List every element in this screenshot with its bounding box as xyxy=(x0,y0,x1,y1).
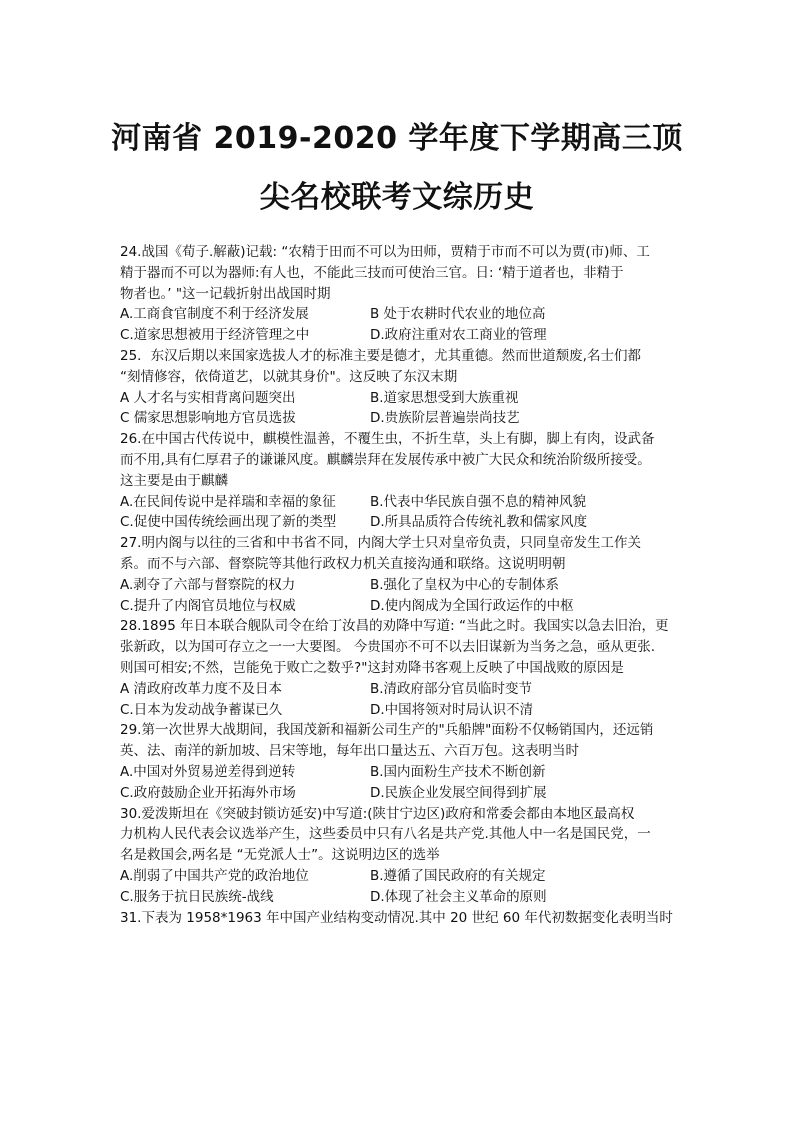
option-row xyxy=(120,783,680,804)
option-d: D.贵族阶层普遍崇尚技艺 xyxy=(370,410,520,427)
question-list xyxy=(120,242,680,928)
question-text: 31.下表为 1958*1963 年中国产业结构变动情况.其中 20 世纪 60 年代初数据变化表明当时 xyxy=(120,909,673,926)
option-d: D.使内阁成为全国行政运作的中枢 xyxy=(370,597,574,614)
option-c: C.提升了内阁官员地位与权威 xyxy=(120,597,296,614)
question-30 xyxy=(120,804,680,908)
question-29 xyxy=(120,720,680,803)
option-c: C.政府鼓励企业开拓海外市场 xyxy=(120,784,296,801)
option-c: C.促使中国传统绘画出现了新的类型 xyxy=(120,514,337,531)
option-row xyxy=(120,512,680,533)
question-text: 则国可相安;不然，岂能免于败亡之数乎?"这封劝降书客观上反映了中国战败的原因是 xyxy=(120,659,624,676)
option-a: A.剥夺了六部与督察院的权力 xyxy=(120,576,296,593)
option-b: B.强化了皇权为中心的专制体系 xyxy=(370,576,560,593)
question-text: 25．东汉后期以来国家选拔人才的标准主要是德才，尤其重德。然而世道颓废,名士们都 xyxy=(120,347,641,364)
option-a: A.工商食官制度不利于经济发展 xyxy=(120,306,309,323)
option-b: B.遵循了国民政府的有关规定 xyxy=(370,867,546,884)
option-c: C.日本为发动战争蓄谋已久 xyxy=(120,701,283,718)
question-28 xyxy=(120,616,680,720)
question-text: 名是救国会,两名是 “无党派人士”。这说明边区的选举 xyxy=(120,847,440,864)
option-row xyxy=(120,762,680,783)
title-line-2: 尖名校联考文综历史 xyxy=(259,180,535,215)
option-a: A.削弱了中国共产党的政治地位 xyxy=(120,867,309,884)
option-row xyxy=(120,866,680,887)
question-text: “刻情修容，依倚道艺，以就其身价"。这反映了东汉末期 xyxy=(120,368,458,385)
option-row xyxy=(120,575,680,596)
option-c: C.道家思想被用于经济管理之中 xyxy=(120,327,310,344)
option-a: A 清政府改革力度不及日本 xyxy=(120,680,283,697)
question-26 xyxy=(120,429,680,533)
title-line-1: 河南省 2019-2020 学年度下学期高三顶 xyxy=(111,121,683,156)
option-b: B.清政府部分官员临时变节 xyxy=(370,680,533,697)
option-d: D.中国将领对时局认识不清 xyxy=(370,701,534,718)
question-text: 26.在中国古代传说中，麒模性温善，不覆生虫，不折生草，头上有脚，脚上有肉，设武备 xyxy=(120,431,655,448)
question-27 xyxy=(120,533,680,616)
option-d: D.体现了社会主义革命的原则 xyxy=(370,888,547,905)
question-text: 物者也。’ "这一记载折射出战国时期 xyxy=(120,285,331,302)
question-text: 系。而不与六部、督察院等其他行政权力机关直接沟通和联络。这说明明朝 xyxy=(120,555,566,572)
question-text: 24.战国《荀子.解蔽)记载: “农精于田而不可以为田师，贾精于市而不可以为贾(市)师、工 xyxy=(120,244,650,260)
question-text: 英、法、南洋的新加坡、吕宋等地，每年出口量达五、六百万包。这表明当时 xyxy=(120,743,579,760)
option-d: D.政府注重对农工商业的管理 xyxy=(370,327,547,344)
option-row xyxy=(120,492,680,513)
option-row xyxy=(120,325,680,346)
question-text: 而不用,具有仁厚君子的谦谦风度。麒麟崇拜在发展传承中被广大民众和统治阶级所接受。 xyxy=(120,451,651,468)
option-row xyxy=(120,408,680,429)
option-a: A.在民间传说中是祥瑞和幸福的象征 xyxy=(120,493,336,510)
option-d: D.民族企业发展空间得到扩展 xyxy=(370,784,547,801)
question-text: 力机构人民代表会议选举产生，这些委员中只有八名是共产党.其他人中一名是国民党，一 xyxy=(120,826,651,843)
option-row xyxy=(120,388,680,409)
option-b: B.代表中华民族自强不息的精神风貌 xyxy=(370,493,587,510)
question-text: 精于器而不可以为器师:有人也，不能此三技而可使治三官。日: ‘精于道者也，非精于 xyxy=(120,264,624,281)
option-row xyxy=(120,700,680,721)
option-b: B.国内面粉生产技术不断创新 xyxy=(370,763,546,780)
question-text: 30.爱泼斯坦在《突破封锁访延安)中写道:(陕甘宁边区)政府和常委会都由本地区最高权 xyxy=(120,805,635,822)
question-text: 27.明内阁与以往的三省和中书省不同，内阁大学士只对皇帝负责，只同皇帝发生工作关 xyxy=(120,535,641,552)
option-c: C 儒家思想影响地方官员选拔 xyxy=(120,410,296,427)
question-text: 这主要是由于麒麟 xyxy=(120,472,228,489)
question-text: 29.第一次世界大战期间，我国茂新和福新公司生产的"兵船牌"面粉不仅畅销国内，还远销 xyxy=(120,722,654,739)
option-row xyxy=(120,596,680,617)
option-row xyxy=(120,304,680,325)
option-b: B 处于农耕时代农业的地位高 xyxy=(370,306,546,323)
question-text: 张新政，以为国可存立之一一大要图。 今贵国亦不可不以去旧谋新为当务之急，亟从更张. xyxy=(120,639,656,656)
option-d: D.所具品质符合传统礼教和儒家风度 xyxy=(370,514,588,531)
option-row xyxy=(120,679,680,700)
question-25 xyxy=(120,346,680,429)
option-a: A 人才名与实相背离问题突出 xyxy=(120,389,296,406)
option-b: B.道家思想受到大族重视 xyxy=(370,389,519,406)
question-24 xyxy=(120,242,680,346)
question-text: 28.1895 年日本联合舰队司令在给丁汝昌的劝降中写道: “当此之时。我国实以急去旧治，更 xyxy=(120,618,669,635)
question-31 xyxy=(120,908,680,929)
option-row xyxy=(120,887,680,908)
option-a: A.中国对外贸易逆差得到逆转 xyxy=(120,763,296,780)
option-c: C.服务于抗日民族统-战线 xyxy=(120,888,274,905)
